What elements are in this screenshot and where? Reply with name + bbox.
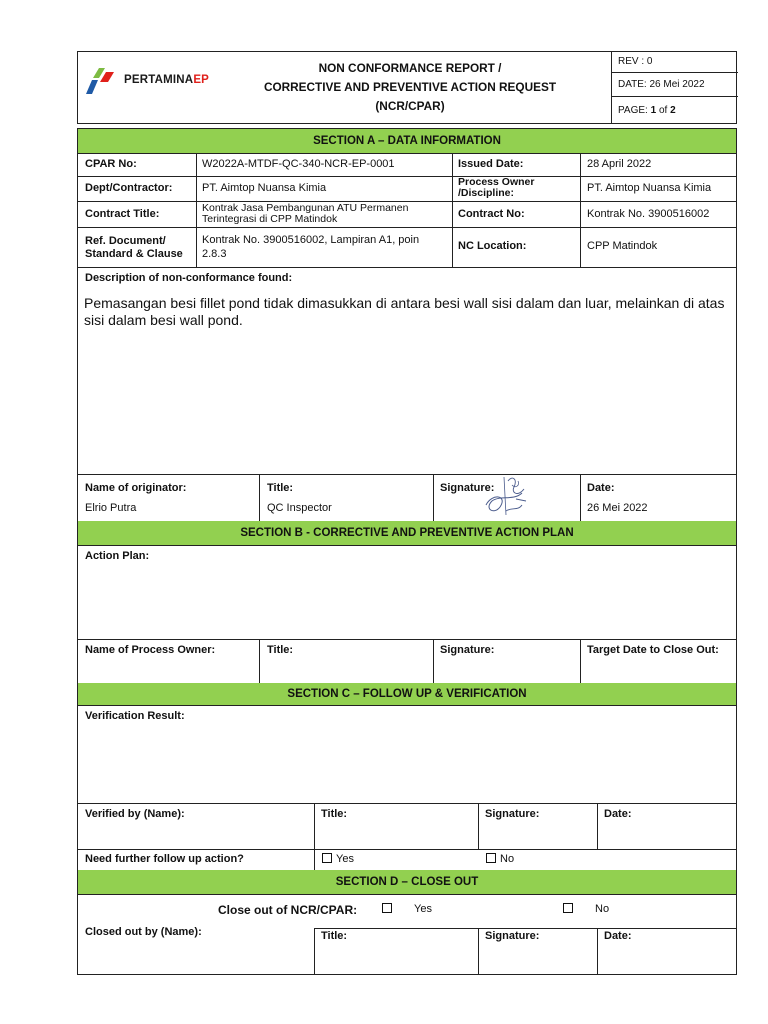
- target-date-label: Target Date to Close Out:: [587, 644, 719, 656]
- closed-by-label: Closed out by (Name):: [85, 926, 202, 938]
- page-cell: [612, 96, 738, 123]
- logo-wordmark: [124, 74, 209, 86]
- ref-value-line-2: 2.8.3: [202, 248, 227, 260]
- contract-no-value: Kontrak No. 3900516002: [587, 208, 710, 220]
- ref-document-label: [85, 235, 183, 261]
- closer-title-label: Title:: [321, 930, 348, 942]
- ref-label-line-1: Ref. Document/: [85, 235, 166, 247]
- followup-yes-label: Yes: [336, 853, 354, 865]
- closeout-yes-label: Yes: [414, 903, 432, 915]
- date-cell: DATE: 26 Mei 2022: [612, 72, 738, 96]
- description-label: Description of non-conformance found:: [85, 272, 293, 284]
- originator-label: Name of originator:: [85, 482, 187, 494]
- section-d-header: SECTION D – CLOSE OUT: [78, 870, 736, 895]
- ref-label-line-2: Standard & Clause: [85, 248, 183, 260]
- process-owner-label: [458, 177, 534, 199]
- closer-date-label: Date:: [604, 930, 632, 942]
- verified-by-label: Verified by (Name):: [85, 808, 185, 820]
- issued-date-value: 28 April 2022: [587, 158, 652, 170]
- ref-document-value: [202, 233, 419, 261]
- contract-title-line-1: Kontrak Jasa Pembangunan ATU Permanen: [202, 202, 409, 214]
- process-owner-label-line-1: Process Owner: [458, 176, 535, 188]
- closeout-label: Close out of NCR/CPAR:: [218, 903, 358, 917]
- followup-label: Need further follow up action?: [85, 853, 244, 865]
- closeout-yes-option[interactable]: [382, 903, 432, 915]
- page-number: 1: [650, 105, 657, 116]
- section-b-header: SECTION B - CORRECTIVE AND PREVENTIVE ACTION PLAN: [78, 521, 736, 546]
- process-owner-name-label: Name of Process Owner:: [85, 644, 216, 656]
- nc-location-value: CPP Matindok: [587, 240, 658, 252]
- verifier-title-label: Title:: [321, 808, 348, 820]
- handwritten-signature: [478, 471, 533, 521]
- ref-value-line-1: Kontrak No. 3900516002, Lampiran A1, poin: [202, 234, 420, 246]
- page-total: 2: [670, 105, 676, 116]
- followup-yes-option[interactable]: [322, 853, 354, 865]
- pertamina-logo-icon: [84, 66, 122, 96]
- originator-date-label: Date:: [587, 482, 615, 494]
- followup-yes-checkbox[interactable]: [322, 853, 332, 863]
- cpar-label: CPAR No:: [85, 158, 137, 170]
- cpar-value: W2022A-MTDF-QC-340-NCR-EP-0001: [202, 158, 395, 170]
- pertamina-logo: [84, 66, 224, 96]
- closeout-yes-checkbox[interactable]: [382, 903, 392, 913]
- contract-title-line-2: Terintegrasi di CPP Matindok: [202, 213, 338, 225]
- originator-signature-label: Signature:: [440, 482, 495, 494]
- title-line-2: CORRECTIVE AND PREVENTIVE ACTION REQUEST: [263, 80, 557, 94]
- logo-suffix: EP: [193, 74, 210, 86]
- closer-signature-label: Signature:: [485, 930, 540, 942]
- title-line-1: NON CONFORMANCE REPORT /: [318, 61, 502, 75]
- closeout-no-option[interactable]: [563, 903, 609, 915]
- originator-date-value: 26 Mei 2022: [587, 502, 648, 514]
- dept-value: PT. Aimtop Nuansa Kimia: [202, 182, 327, 194]
- followup-no-checkbox[interactable]: [486, 853, 496, 863]
- originator-title-value: QC Inspector: [267, 502, 332, 514]
- rev-cell: REV : 0: [618, 56, 653, 67]
- description-text: Pemasangan besi fillet pond tidak dimasukkan di antara besi wall sisi dalam dan luar, melainkan di atas sisi dalam besi wall pond.: [84, 295, 725, 328]
- title-line-3: (NCR/CPAR): [375, 99, 445, 113]
- originator-value: Elrio Putra: [85, 502, 137, 514]
- section-a-header: SECTION A – DATA INFORMATION: [78, 129, 736, 154]
- nc-location-label: NC Location:: [458, 240, 527, 252]
- section-c-header: SECTION C – FOLLOW UP & VERIFICATION: [78, 683, 736, 706]
- action-plan-label: Action Plan:: [85, 550, 150, 562]
- header-meta: [611, 52, 738, 123]
- originator-title-label: Title:: [267, 482, 294, 494]
- contract-no-label: Contract No:: [458, 208, 525, 220]
- closeout-no-label: No: [595, 903, 610, 915]
- ncr-form: [77, 128, 737, 975]
- process-owner-title-label: Title:: [267, 644, 294, 656]
- process-owner-value: PT. Aimtop Nuansa Kimia: [587, 182, 712, 194]
- logo-text: PERTAMINA: [124, 74, 194, 86]
- verification-result-label: Verification Result:: [85, 710, 185, 722]
- closeout-no-checkbox[interactable]: [563, 903, 573, 913]
- page-prefix: PAGE:: [618, 105, 651, 116]
- dept-label: Dept/Contractor:: [85, 182, 173, 194]
- followup-no-option[interactable]: [486, 853, 514, 865]
- issued-date-label: Issued Date:: [458, 158, 524, 170]
- process-owner-label-line-2: /Discipline:: [458, 187, 515, 199]
- contract-title-value: [202, 203, 408, 225]
- verifier-date-label: Date:: [604, 808, 632, 820]
- contract-title-label: Contract Title:: [85, 208, 160, 220]
- page-of: of: [656, 105, 671, 116]
- document-title: [225, 59, 595, 116]
- verifier-signature-label: Signature:: [485, 808, 540, 820]
- followup-no-label: No: [500, 853, 515, 865]
- process-owner-signature-label: Signature:: [440, 644, 495, 656]
